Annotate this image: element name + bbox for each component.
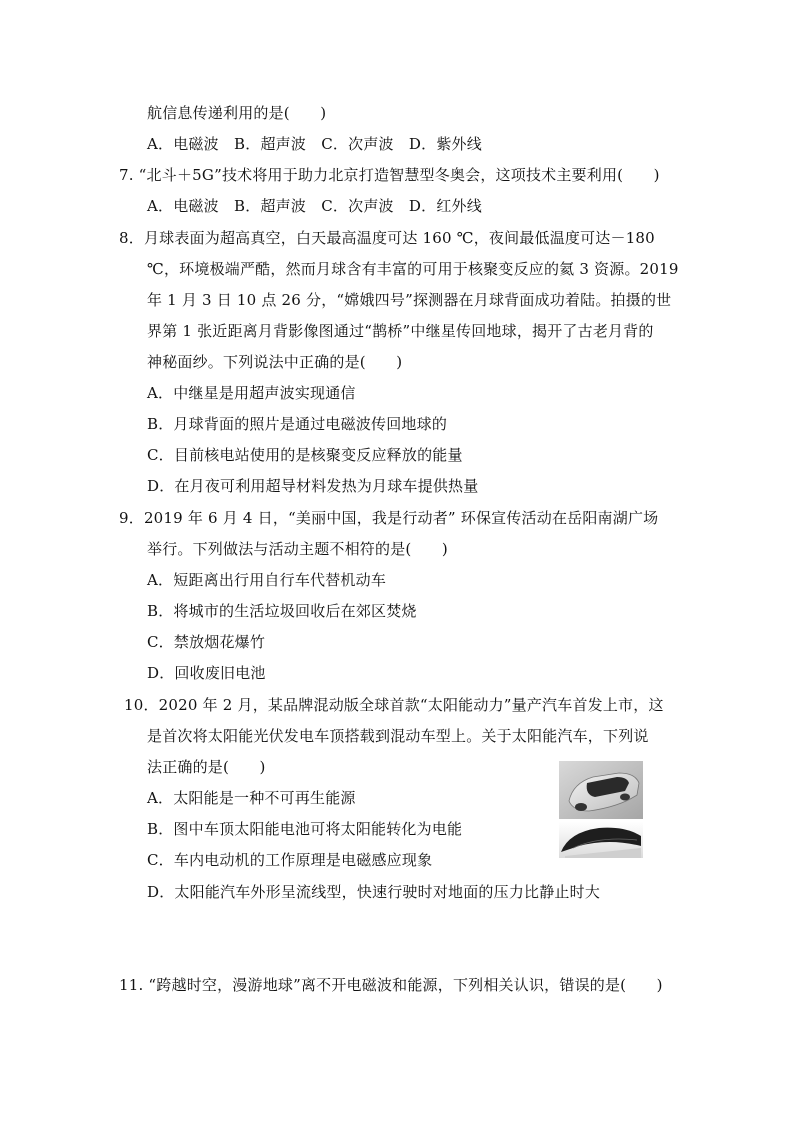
q10-stem-line-2: 是首次将太阳能光伏发电车顶搭载到混动车型上。关于太阳能汽车，下列说 (147, 727, 649, 745)
q10-stem-line-1: 10．2020 年 2 月，某品牌混动版全球首款“太阳能动力”量产汽车首发上市，这 (124, 696, 664, 714)
q10-stem-line-3: 法正确的是( ) (147, 758, 266, 776)
q10-option-b: B．图中车顶太阳能电池可将太阳能转化为电能 (147, 820, 463, 838)
q8-option-d: D．在月夜可利用超导材料发热为月球车提供热量 (147, 477, 479, 495)
q8-option-c: C．目前核电站使用的是核聚变反应释放的能量 (147, 446, 463, 464)
q6-options: A．电磁波 B．超声波 C．次声波 D．紫外线 (147, 135, 482, 153)
q9-stem-line-2: 举行。下列做法与活动主题不相符的是( ) (147, 540, 448, 558)
q9-stem-line-1: 9．2019 年 6 月 4 日，“美丽中国，我是行动者” 环保宣传活动在岳阳南湖广场 (119, 509, 659, 527)
q10-option-c: C．车内电动机的工作原理是电磁感应现象 (147, 851, 433, 869)
q8-stem-line-4: 界第 1 张近距离月背影像图通过“鹊桥”中继星传回地球，揭开了古老月背的 (147, 322, 654, 340)
q8-option-a: A．中继星是用超声波实现通信 (147, 384, 356, 402)
q11-stem: 11. “跨越时空，漫游地球”离不开电磁波和能源，下列相关认识，错误的是( ) (119, 976, 663, 994)
q8-stem-line-3: 年 1 月 3 日 10 点 26 分，“嫦娥四号”探测器在月球背面成功着陆。拍摄的世 (147, 291, 672, 309)
q8-stem-line-1: 8．月球表面为超高真空，白天最高温度可达 160 ℃，夜间最低温度可达－180 (119, 229, 655, 247)
q6-stem-tail: 航信息传递利用的是( ) (147, 104, 327, 122)
q8-stem-line-5: 神秘面纱。下列说法中正确的是( ) (147, 353, 403, 371)
q9-option-b: B．将城市的生活垃圾回收后在郊区焚烧 (147, 602, 417, 620)
q9-option-a: A．短距离出行用自行车代替机动车 (147, 571, 387, 589)
solar-car-photo-roof (559, 822, 643, 858)
q8-option-b: B．月球背面的照片是通过电磁波传回地球的 (147, 415, 448, 433)
q9-option-c: C．禁放烟花爆竹 (147, 633, 266, 651)
q10-option-d: D．太阳能汽车外形呈流线型，快速行驶时对地面的压力比静止时大 (147, 883, 601, 901)
q7-stem: 7. “北斗＋5G”技术将用于助力北京打造智慧型冬奥会，这项技术主要利用( ) (119, 166, 660, 184)
q8-stem-line-2: ℃，环境极端严酷，然而月球含有丰富的可用于核聚变反应的氦 3 资源。2019 (147, 260, 679, 278)
solar-car-photo-top (559, 761, 643, 819)
q9-option-d: D．回收废旧电池 (147, 664, 266, 682)
q10-option-a: A．太阳能是一种不可再生能源 (147, 789, 356, 807)
q7-options: A．电磁波 B．超声波 C．次声波 D．红外线 (147, 197, 482, 215)
